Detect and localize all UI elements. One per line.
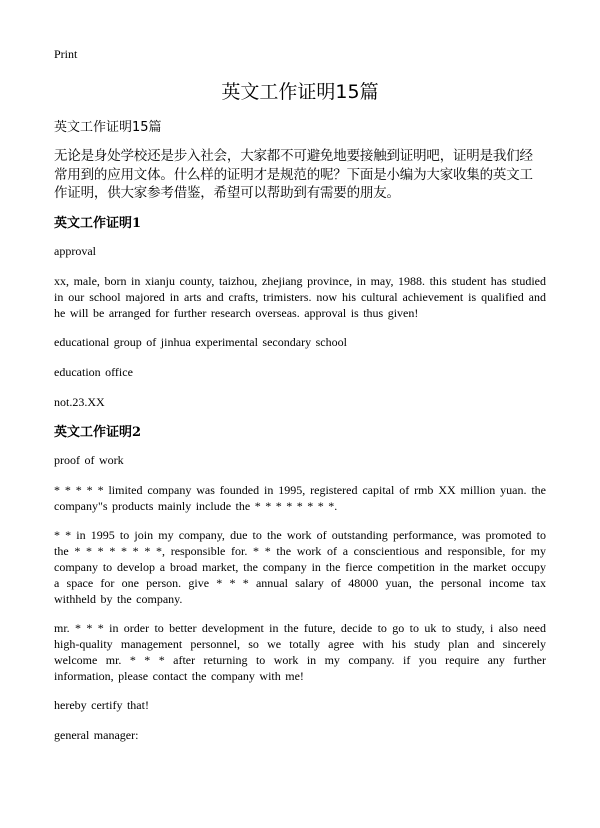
section-heading-2: 英文工作证明2 [54, 424, 142, 440]
paragraph: * * in 1995 to join my company, due to the work of outstanding performance, was promoted to the * * * * * * * *, responsible for. * * the work of a conscientious and responsible, for my company to develop a broad market, the company in the fierce competition in the market occupy a space for one person. give * * * annual salary of 48000 yuan, the personal income tax withheld by the company. [54, 527, 546, 606]
paragraph: hereby certify that! [54, 697, 149, 712]
print-link[interactable]: Print [54, 47, 78, 61]
paragraph: * * * * * limited company was founded in 1995, registered capital of rmb XX million yuan. the company"s products mainly include the * * * * * * * *. [54, 482, 546, 513]
paragraph: not.23.XX [54, 394, 105, 409]
article-body [54, 118, 546, 757]
section-heading-1: 英文工作证明1 [54, 215, 142, 231]
intro-paragraph: 无论是身处学校还是步入社会，大家都不可避免地要接触到证明吧，证明是我们经常用到的应用文体。什么样的证明才是规范的呢？下面是小编为大家收集的英文工作证明，供大家参考借鉴，希望可以帮助到有需要的朋友。 [54, 148, 533, 201]
paragraph: approval [54, 243, 96, 258]
paragraph: xx, male, born in xianju county, taizhou, zhejiang province, in may, 1988. this student has studied in our school majored in arts and crafts, trimisters. now his cultural achievement is qualified and he will be arranged for further research overseas. approval is thus given! [54, 273, 546, 320]
paragraph: educational group of jinhua experimental secondary school [54, 334, 347, 349]
paragraph: education office [54, 364, 133, 379]
paragraph: proof of work [54, 452, 124, 467]
paragraph: mr. * * * in order to better development in the future, decide to go to uk to study, i also need high-quality management personnel, so we totally agree with his study plan and sincerely welcome mr. * * * after returning to work in my company. if you require any further information, please contact the company with me! [54, 620, 546, 683]
paragraph: general manager: [54, 727, 139, 742]
page-title: 英文工作证明15篇 [221, 81, 379, 103]
article-subtitle: 英文工作证明15篇 [54, 120, 162, 135]
